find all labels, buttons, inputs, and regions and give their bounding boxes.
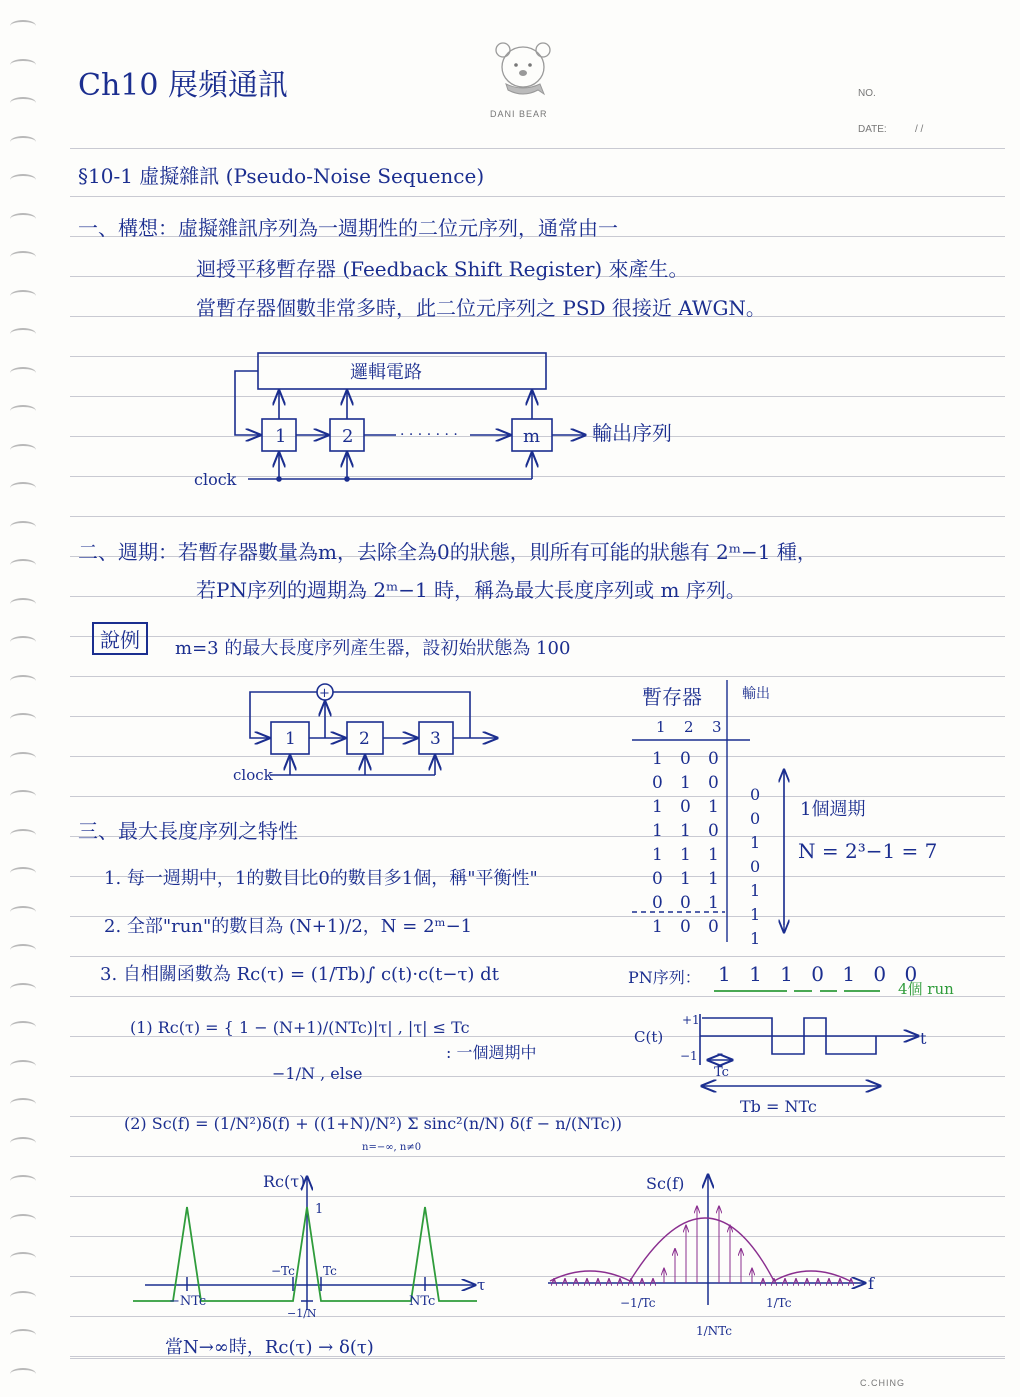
- sc-graph-title: Sc(f): [646, 1174, 685, 1193]
- logic-circuit-label: 邏輯電路: [350, 362, 422, 383]
- table-cell: 0: [652, 869, 663, 889]
- table-column-numbers: [656, 718, 722, 736]
- table-cell: 1: [652, 917, 663, 937]
- spiral-ring: [10, 713, 36, 725]
- concept-line-3: 當暫存器個數非常多時，此二位元序列之 PSD 很接近 AWGN。: [196, 296, 766, 320]
- table-cell: 0: [652, 773, 663, 793]
- ruled-line: [70, 676, 1005, 677]
- spiral-ring: [10, 213, 36, 225]
- table-header-registers: 暫存器: [642, 685, 702, 709]
- table-column-number: 1: [656, 718, 666, 736]
- table-column-number: 2: [684, 718, 694, 736]
- rc-graph-minus-ntc: −NTc: [169, 1294, 207, 1309]
- autocorrelation-graph: [125, 1165, 495, 1325]
- ct-waveform: [630, 1010, 950, 1125]
- period-line-1: 二、週期：若暫存器數量為m，去除全為0的狀態，則所有可能的狀態有 2ᵐ−1 種，: [78, 540, 817, 564]
- output-sequence-label: 輸出序列: [592, 421, 672, 445]
- spiral-ring: [10, 20, 36, 32]
- spiral-ring: [10, 675, 36, 687]
- register-2-label: 2: [342, 426, 354, 447]
- spiral-ring: [10, 405, 36, 417]
- limit-note: 當N→∞時，Rc(τ) → δ(τ): [165, 1337, 374, 1358]
- date-label: DATE:: [858, 124, 887, 135]
- no-label: NO.: [858, 88, 876, 99]
- spiral-ring: [10, 1291, 36, 1303]
- spiral-ring: [10, 752, 36, 764]
- sc-graph-axis: f: [868, 1274, 874, 1293]
- rc-graph-minus-inv-n: −1/N: [287, 1307, 317, 1320]
- table-output-cell: 1: [750, 833, 761, 852]
- rc-def-line-2: −1/N , else: [272, 1064, 363, 1083]
- spiral-ring: [10, 521, 36, 533]
- table-cell: 1: [652, 845, 663, 865]
- spiral-ring: [10, 944, 36, 956]
- clock-label-2: clock: [233, 766, 273, 784]
- state-table: [620, 680, 938, 950]
- ruled-line: [70, 196, 1005, 197]
- ruled-line: [70, 516, 1005, 517]
- run-note: 4個 run: [898, 980, 954, 998]
- table-output-cell: 0: [750, 809, 761, 828]
- m3-generator-diagram: [225, 680, 515, 790]
- spiral-ring: [10, 983, 36, 995]
- table-cell: 1: [708, 845, 719, 865]
- shift-register-diagram: [180, 345, 740, 495]
- property-3: 3. 自相關函數為 Rc(τ) = (1/Tb)∫ c(t)·c(t−τ) dt: [100, 964, 499, 985]
- period-line-2: 若PN序列的週期為 2ᵐ−1 時，稱為最大長度序列或 m 序列。: [196, 578, 746, 602]
- table-cell: 1: [652, 797, 663, 817]
- footer-brand: C.CHING: [860, 1378, 905, 1388]
- spiral-ring: [10, 636, 36, 648]
- spiral-ring: [10, 136, 36, 148]
- ruled-line: [70, 148, 1005, 149]
- table-column-number: 3: [712, 718, 722, 736]
- concept-line-2: 迴授平移暫存器 (Feedback Shift Register) 來產生。: [196, 257, 689, 281]
- register-m-label: m: [523, 426, 541, 447]
- chapter-title: Ch10 展頻通訊: [78, 68, 288, 103]
- concept-line-1: 一、構想：虛擬雜訊序列為一週期性的二位元序列，通常由一: [78, 216, 618, 240]
- pn-bits: 1 1 1 0 1 0 0: [718, 962, 924, 986]
- rc-graph-title: Rc(τ): [263, 1172, 306, 1191]
- spiral-ring: [10, 867, 36, 879]
- spiral-ring: [10, 1214, 36, 1226]
- table-cell: 1: [708, 893, 719, 913]
- table-cell: 1: [680, 773, 691, 793]
- table-cell: 1: [680, 845, 691, 865]
- sc-graph-1tc: 1/Tc: [766, 1296, 792, 1310]
- rc-def-note: : 一個週期中: [446, 1043, 537, 1062]
- tb-label: Tb = NTc: [740, 1097, 817, 1116]
- run-underlines: [712, 985, 892, 997]
- table-cell: 1: [708, 869, 719, 889]
- adder-plus: +: [319, 686, 330, 701]
- table-header-output: 輸出: [742, 686, 770, 702]
- spiral-ring: [10, 1329, 36, 1341]
- table-cell: 0: [680, 797, 691, 817]
- example-tag: 說例: [92, 622, 148, 655]
- table-rows: [652, 749, 760, 948]
- spiral-ring: [10, 59, 36, 71]
- register-1-label: 1: [275, 426, 287, 447]
- sc-sum-note: n=−∞, n≠0: [362, 1142, 422, 1153]
- spiral-ring: [10, 1098, 36, 1110]
- spiral-ring: [10, 290, 36, 302]
- spiral-ring: [10, 1137, 36, 1149]
- period-formula: N = 2³−1 = 7: [798, 839, 938, 863]
- table-output-cell: 0: [750, 857, 761, 876]
- table-cell: 0: [652, 893, 663, 913]
- table-cell: 0: [708, 749, 719, 769]
- rc-graph-axis: τ: [477, 1276, 486, 1294]
- spiral-ring: [10, 1060, 36, 1072]
- table-cell: 1: [708, 797, 719, 817]
- spiral-ring: [10, 367, 36, 379]
- spiral-ring: [10, 790, 36, 802]
- table-cell: 0: [680, 893, 691, 913]
- rc-graph-one: 1: [315, 1202, 324, 1217]
- table-output-cell: 0: [750, 785, 761, 804]
- table-cell: 0: [680, 917, 691, 937]
- dots-label: · · · · · · ·: [400, 427, 458, 443]
- ct-t-label: t: [920, 1029, 927, 1048]
- spiral-ring: [10, 1252, 36, 1264]
- bear-icon: [488, 40, 558, 120]
- period-note: 1個週期: [800, 799, 866, 820]
- spiral-ring: [10, 1175, 36, 1187]
- table-cell: 1: [680, 821, 691, 841]
- properties-title: 三、最大長度序列之特性: [78, 819, 298, 843]
- spiral-ring: [10, 251, 36, 263]
- sc-graph-minus-1tc: −1/Tc: [620, 1296, 656, 1310]
- rc-graph-ntc: NTc: [409, 1294, 436, 1309]
- ct-minus-one: −1: [680, 1049, 698, 1063]
- bear-logo: [488, 40, 558, 120]
- property-2: 2. 全部"run"的數目為 (N+1)/2，N = 2ᵐ−1: [104, 916, 473, 937]
- property-1: 1. 每一週期中，1的數目比0的數目多1個，稱"平衡性": [104, 868, 538, 889]
- ct-label: C(t): [634, 1028, 664, 1046]
- section-title: §10-1 虛擬雜訊 (Pseudo-Noise Sequence): [78, 164, 485, 188]
- spiral-ring: [10, 174, 36, 186]
- table-cell: 1: [652, 749, 663, 769]
- spiral-ring: [10, 1368, 36, 1380]
- date-slashes: / /: [915, 124, 924, 135]
- m3-register-3-label: 3: [430, 729, 441, 749]
- ruled-line: [70, 956, 1005, 957]
- spiral-ring: [10, 482, 36, 494]
- rc-graph-tc: Tc: [323, 1264, 337, 1278]
- pn-label: PN序列：: [628, 968, 701, 987]
- table-cell: 0: [708, 821, 719, 841]
- table-output-cell: 1: [750, 881, 761, 900]
- spiral-ring: [10, 598, 36, 610]
- table-output-cell: 1: [750, 929, 761, 948]
- tc-label: Tc: [714, 1065, 729, 1080]
- rc-def-line-1: (1) Rc(τ) = { 1 − (N+1)/(NTc)|τ| , |τ| ≤ Tc: [130, 1018, 470, 1037]
- spiral-ring: [10, 559, 36, 571]
- spiral-ring: [10, 829, 36, 841]
- m3-register-1-label: 1: [285, 729, 296, 749]
- spiral-ring: [10, 328, 36, 340]
- clock-label-1: clock: [194, 470, 237, 489]
- table-cell: 0: [708, 773, 719, 793]
- table-cell: 0: [680, 749, 691, 769]
- sc-graph-1ntc: 1/NTc: [696, 1324, 732, 1338]
- spiral-ring: [10, 97, 36, 109]
- sc-def-line: (2) Sc(f) = (1/N²)δ(f) + ((1+N)/N²) Σ sinc²(n/N) δ(f − n/(NTc)): [124, 1114, 623, 1133]
- table-cell: 0: [708, 917, 719, 937]
- psd-graph: [540, 1165, 890, 1345]
- m3-register-2-label: 2: [359, 729, 370, 749]
- table-cell: 1: [680, 869, 691, 889]
- brand-label: DANI BEAR: [490, 109, 548, 119]
- table-output-cell: 1: [750, 905, 761, 924]
- ct-plus-one: +1: [682, 1013, 700, 1027]
- spiral-ring: [10, 444, 36, 456]
- example-text: m=3 的最大長度序列產生器，設初始狀態為 100: [175, 638, 571, 659]
- spiral-ring: [10, 1021, 36, 1033]
- ruled-line: [70, 1156, 1005, 1157]
- rc-graph-minus-tc: −Tc: [271, 1264, 295, 1278]
- spiral-ring: [10, 906, 36, 918]
- table-cell: 1: [652, 821, 663, 841]
